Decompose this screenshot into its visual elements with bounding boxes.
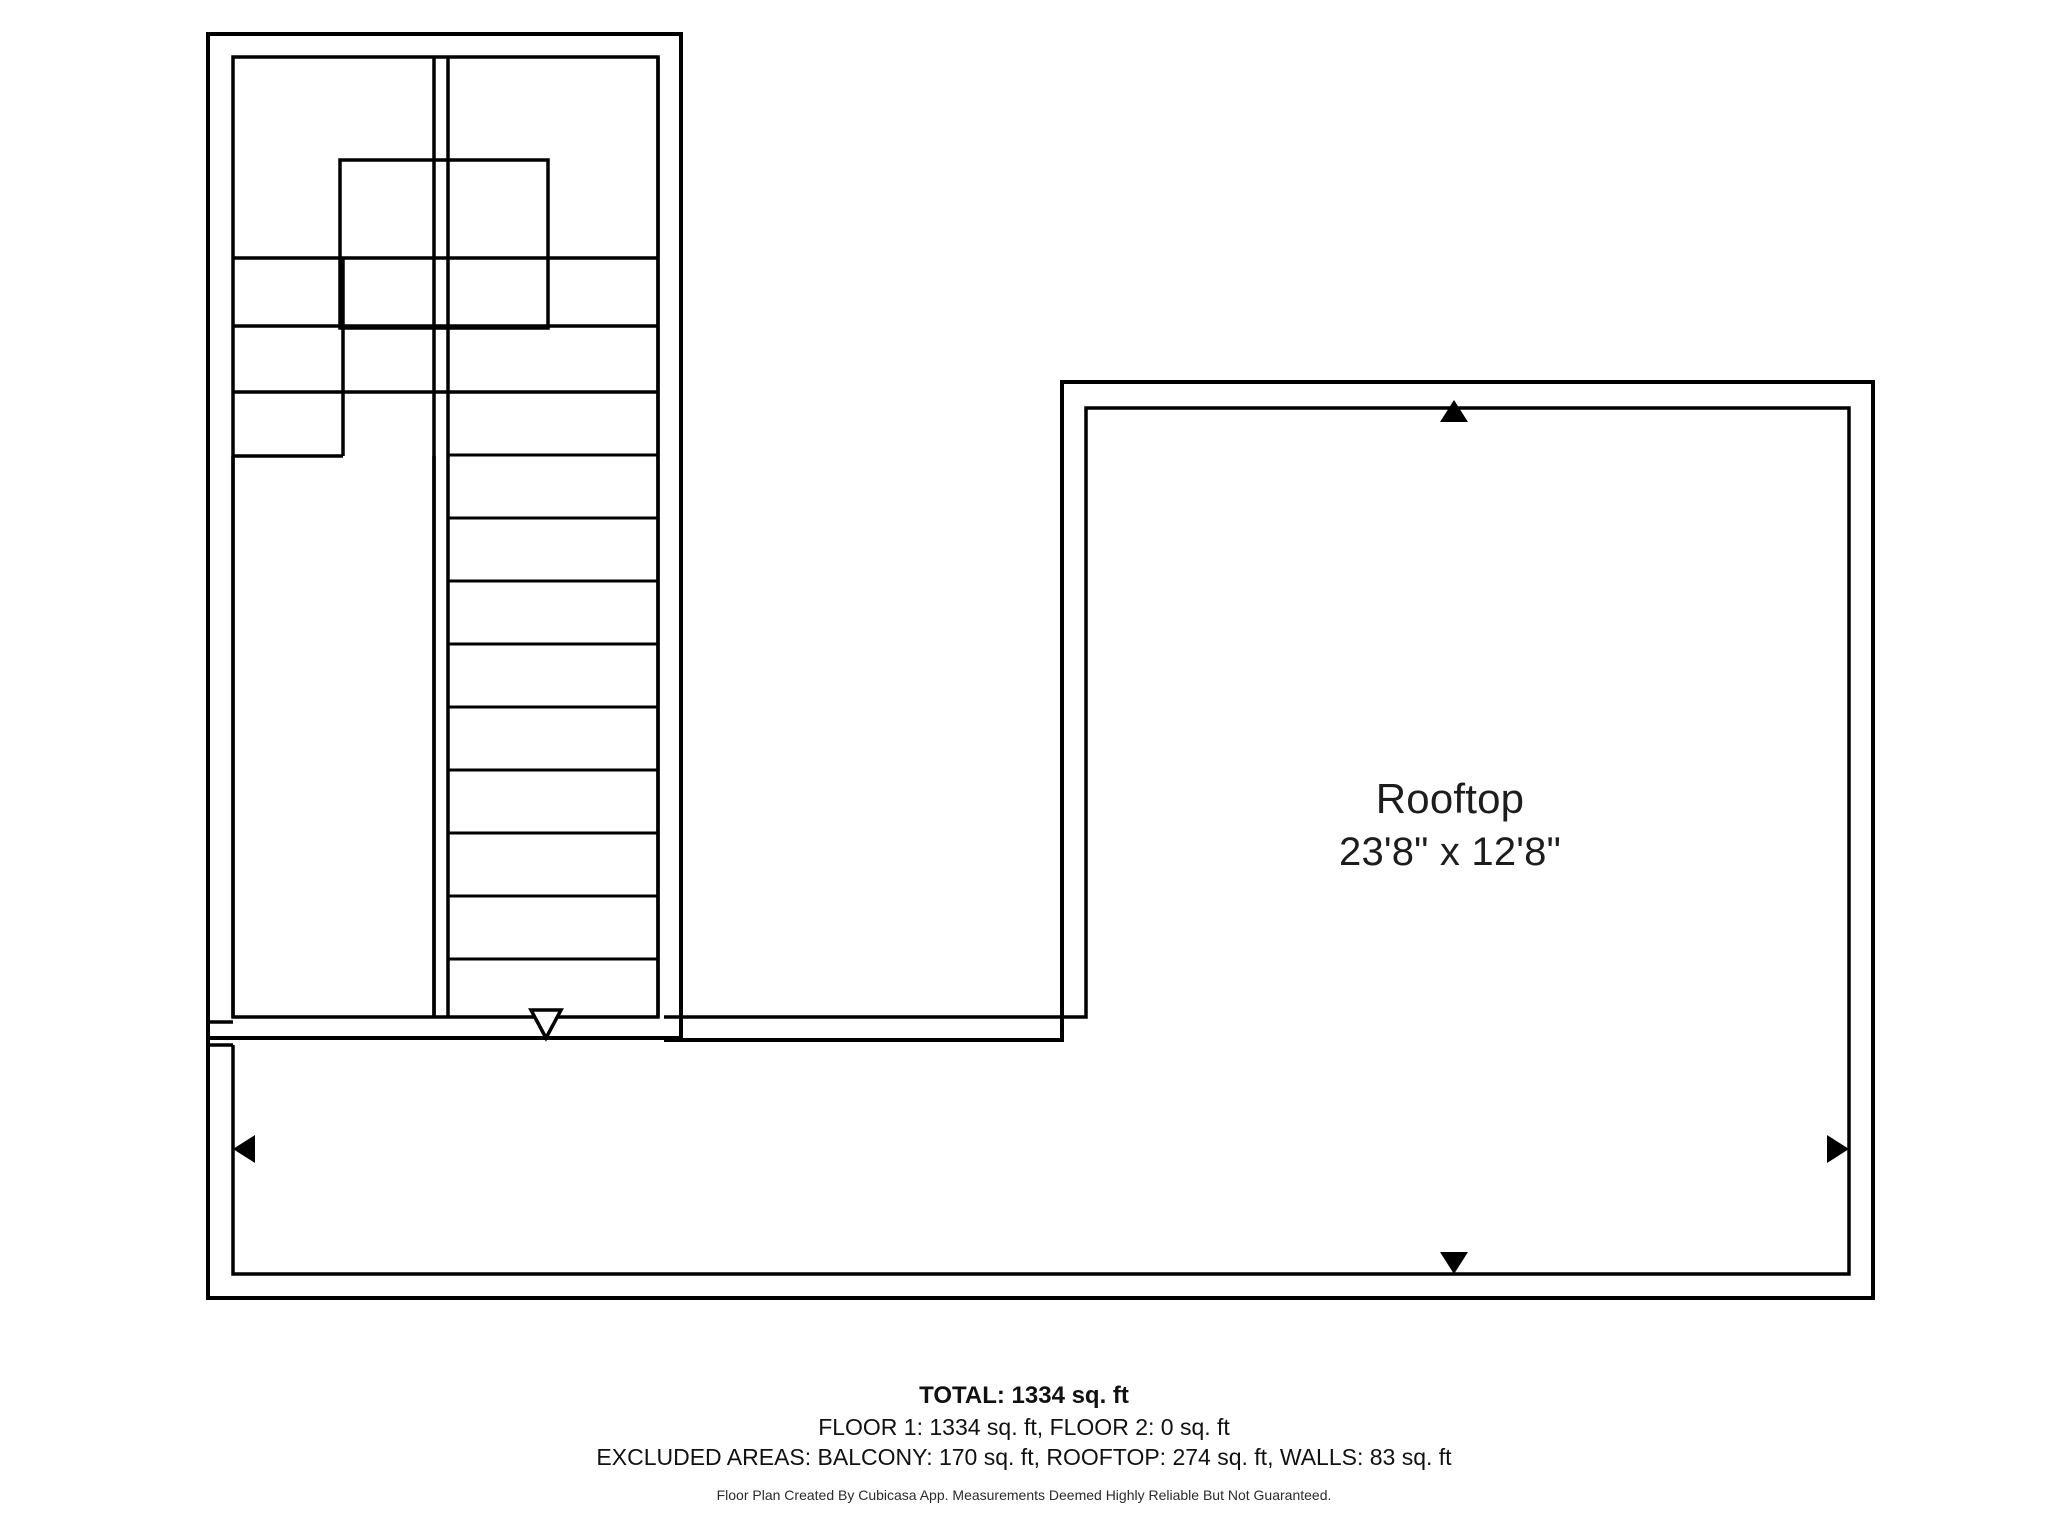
stair-treads <box>448 258 658 959</box>
stair-block-walls <box>233 57 658 1017</box>
summary-floors: FLOOR 1: 1334 sq. ft, FLOOR 2: 0 sq. ft <box>818 1414 1230 1440</box>
room-dimensions: 23'8" x 12'8" <box>1339 830 1561 875</box>
dimension-arrow-left-icon <box>233 1135 255 1163</box>
building-outline <box>208 34 681 1038</box>
stair-direction-arrow-icon <box>531 1010 561 1038</box>
summary-total: TOTAL: 1334 sq. ft <box>919 1382 1129 1409</box>
area-summary <box>0 1382 2048 1503</box>
dimension-arrow-right-icon <box>1827 1135 1849 1163</box>
summary-disclaimer: Floor Plan Created By Cubicasa App. Measurements Deemed Highly Reliable But Not Guaranteed. <box>716 1487 1332 1503</box>
dimension-arrow-bottom-icon <box>1440 1252 1468 1274</box>
wall-jog <box>208 1022 233 1045</box>
summary-excluded-areas: EXCLUDED AREAS: BALCONY: 170 sq. ft, ROOFTOP: 274 sq. ft, WALLS: 83 sq. ft <box>596 1444 1452 1470</box>
room-label-rooftop <box>1230 775 1670 875</box>
dimension-arrow-top-icon <box>1440 400 1468 422</box>
room-name: Rooftop <box>1375 775 1525 822</box>
